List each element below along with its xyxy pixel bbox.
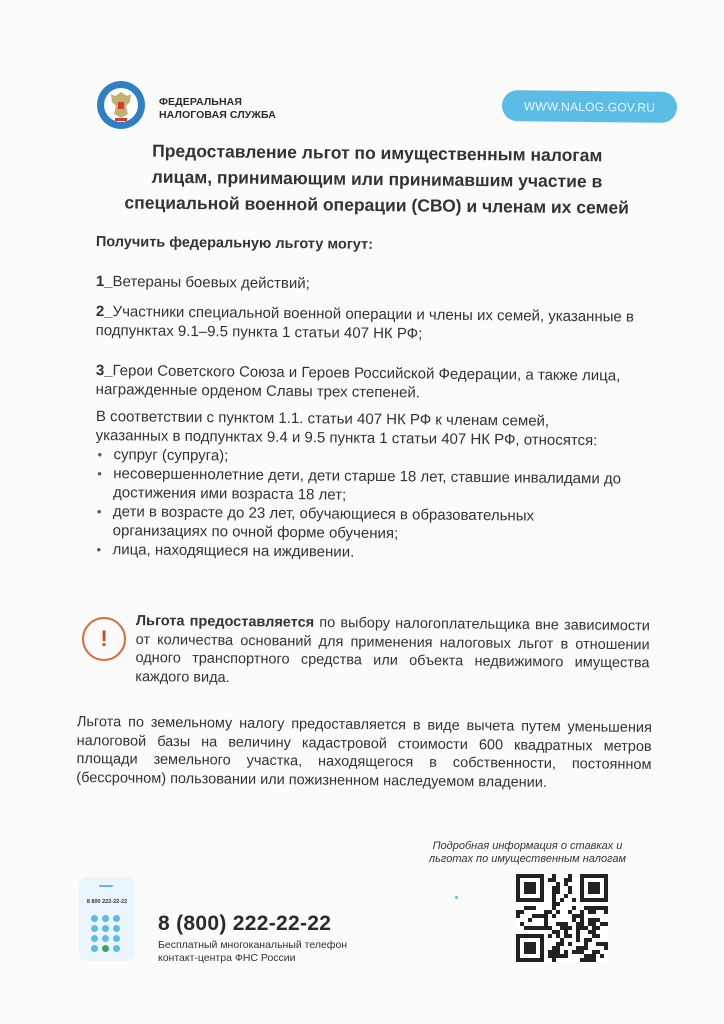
land-tax-paragraph: Льгота по земельному налогу предоставляется в виде вычета путем уменьшения налоговой базы на величину кадастровой стоимости 600 квадратных метров площади земельного участка, находящегося в собственности, постоянном (бессрочном) пользовании или пожизненном наследуемом владении. [76, 713, 652, 791]
family-intro: В соответствии с пунктом 1.1. статьи 407 НК РФ к членам семей, указанных в подпунктах 9.4 и 9.5 пункта 1 статьи 407 НК РФ, относятся: [95, 407, 598, 450]
org-name-line2: НАЛОГОВАЯ СЛУЖБА [159, 109, 276, 121]
keypad-icon [91, 915, 121, 952]
list-item: • лица, находящиеся на иждивении. [94, 540, 654, 565]
family-section [94, 407, 656, 565]
alert-body: по выбору налогоплательщика вне зависимости от количества оснований для применения налоговых льгот в отношении одного транспортного средства или объекта недвижимого имущества каждого вида. [135, 614, 650, 686]
hotline-number[interactable]: 8 (800) 222-22-22 [158, 912, 332, 935]
fns-emblem-logo [96, 80, 146, 130]
page-title [96, 137, 659, 221]
item-text: Ветераны боевых действий; [112, 273, 310, 293]
list-item: • несовершеннолетние дети, дети старше 18 лет, ставшие инвалидами до достижения ими возраста 18 лет; [95, 464, 655, 508]
item-number: 2_ [95, 302, 113, 321]
qr-caption [410, 840, 645, 866]
title-line3: специальной военной операции (СВО) и членам их семей [124, 192, 630, 218]
hotline-desc-line2: контакт-центра ФНС России [158, 952, 296, 964]
org-name [159, 96, 276, 122]
hotline-desc-line1: Бесплатный многоканальный телефон [158, 939, 348, 951]
decorative-dot [455, 896, 458, 899]
list-item: • дети в возрасте до 23 лет, обучающиеся в образовательных организациях по очной форме обучения; [95, 502, 583, 545]
eligibility-item [96, 272, 656, 297]
phone-speaker-icon [99, 885, 113, 887]
eligibility-heading: Получить федеральную льготу могут: [95, 233, 374, 253]
qr-code[interactable] [516, 874, 608, 962]
alert-bold: Льгота предоставляется [135, 612, 315, 631]
org-name-line1: ФЕДЕРАЛЬНАЯ [159, 96, 242, 108]
phone-card-number: 8 800 222-22-22 [86, 899, 128, 905]
item-text: Герои Советского Союза и Героев Российской Федерации, а также лица, награжденные орденом Славы трех степеней. [95, 362, 621, 402]
website-link[interactable]: WWW.NALOG.GOV.RU [502, 90, 677, 123]
item-number: 3_ [95, 361, 113, 380]
item-number: 1_ [95, 272, 113, 291]
title-line1: Предоставление льгот по имущественным налогам [152, 140, 603, 166]
phone-illustration [79, 877, 135, 961]
item-text: Участники специальной военной операции и члены их семей, указанные в подпунктах 9.1–9.5 пункта 1 статьи 407 НК РФ; [95, 303, 635, 343]
exclamation-icon: ! [82, 617, 126, 661]
list-item: • супруг (супруга); [95, 445, 655, 470]
title-line2: лицам, принимающим или принимавшим участие в [151, 166, 603, 192]
qr-caption-line1: Подробная информация о ставках и [432, 840, 623, 852]
family-list [94, 445, 655, 565]
alert-text [135, 612, 650, 691]
hotline-description [158, 939, 347, 965]
qr-caption-line2: льготах по имущественным налогам [428, 853, 627, 865]
eligibility-item [96, 361, 656, 405]
eligibility-item [96, 302, 656, 346]
